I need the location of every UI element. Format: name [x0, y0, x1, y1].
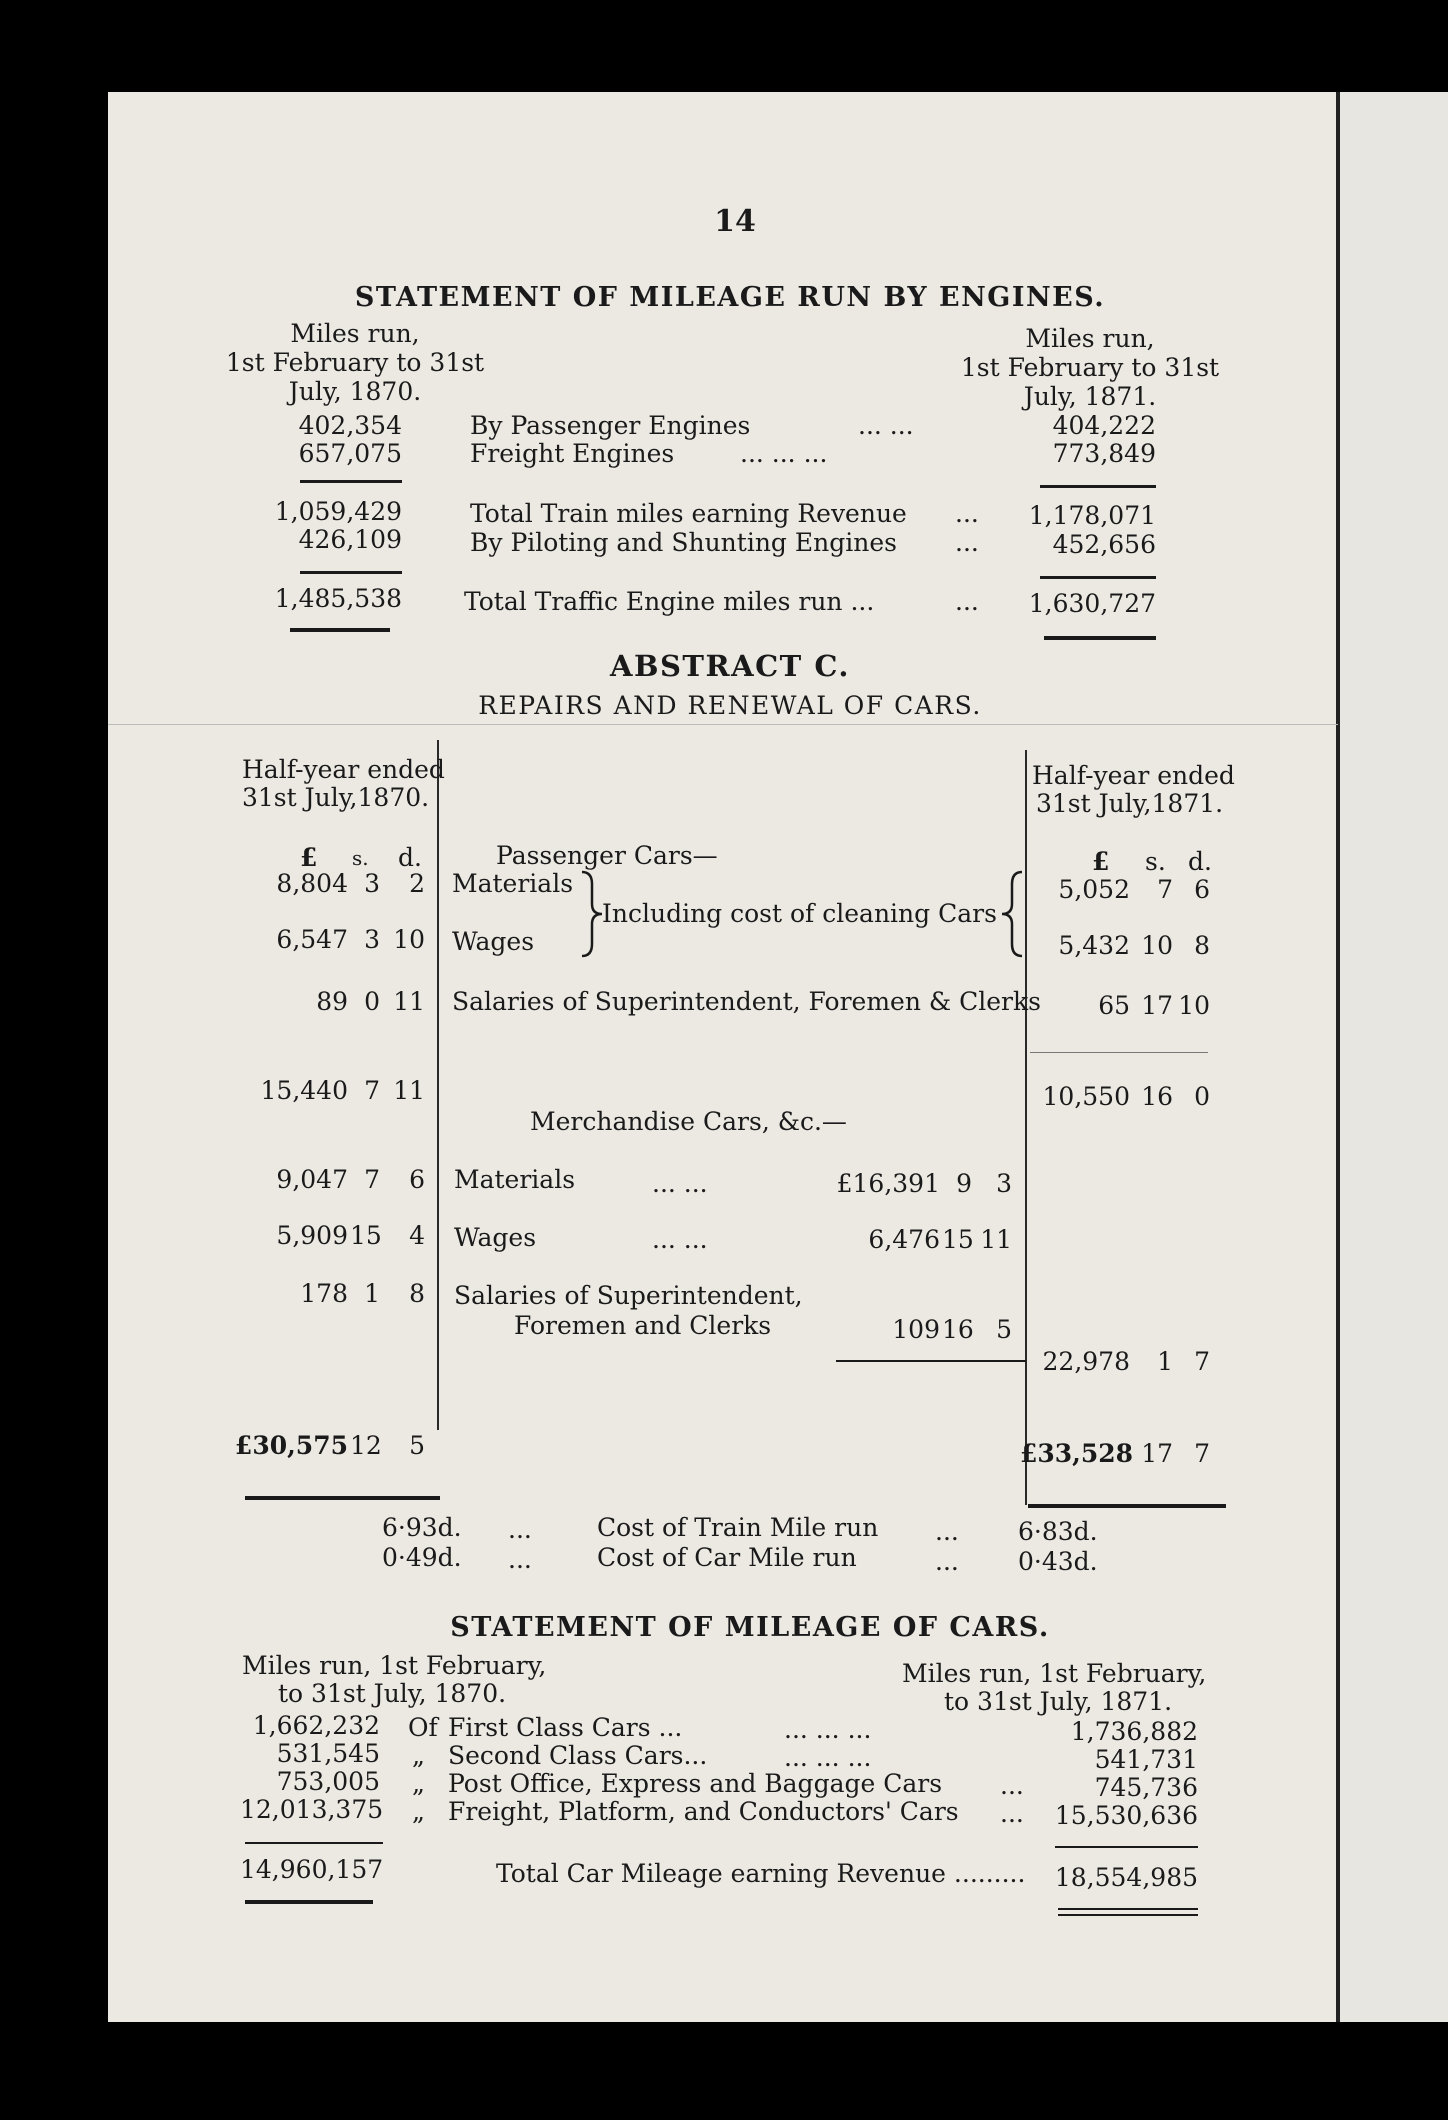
left-shillings: 15 [350, 1221, 382, 1250]
mid-shillings: 9 [956, 1169, 972, 1198]
right-pounds: 65 [1098, 991, 1130, 1020]
mid-shillings: 16 [942, 1315, 974, 1344]
merch-subtotal-rule [836, 1360, 1026, 1362]
salaries-label: Salaries of Superintendent, Foremen & Clerks [452, 987, 1041, 1016]
wages-label: Wages [452, 927, 535, 956]
engines-total-right: 1,630,727 [1028, 589, 1156, 618]
left-pence: 8 [409, 1279, 425, 1308]
merchandise-heading: Merchandise Cars, &c.— [530, 1107, 847, 1136]
abstract-left-header-2: 31st July,1870. [242, 783, 430, 812]
right-shillings: 7 [1157, 875, 1173, 904]
left-shillings: 0 [364, 987, 380, 1016]
merch-salaries-label-2: Foremen and Clerks [514, 1311, 772, 1340]
left-pounds: 15,440 [260, 1076, 348, 1105]
left-pence: 4 [409, 1221, 425, 1250]
right-pence: 8 [1194, 931, 1210, 960]
engines-total-label: Total Traffic Engine miles run ... [464, 587, 875, 616]
right-shillings: 17 [1141, 1439, 1173, 1468]
left-pence: 2 [409, 869, 425, 898]
subtotal-rule [1040, 485, 1156, 488]
left-shillings: 3 [364, 925, 380, 954]
engines-row-dots: ... [955, 528, 979, 557]
cars-row-dots: ... [1000, 1771, 1024, 1800]
right-pence: 10 [1178, 991, 1210, 1020]
merch-materials-label: Materials [454, 1165, 576, 1194]
engines-row-dots: ... ... ... [740, 439, 828, 468]
cost-left: 6·93d. [382, 1513, 462, 1542]
cars-row-label: Second Class Cars... [448, 1741, 708, 1770]
cars-total-right: 18,554,985 [1054, 1863, 1198, 1892]
engines-right-header-2: 1st February to 31st [960, 353, 1220, 382]
left-brace-icon [996, 870, 1026, 958]
left-pounds: £30,575 [234, 1431, 348, 1460]
column-rule-right [1025, 750, 1027, 1505]
including-note: Including cost of cleaning Cars [602, 899, 997, 928]
left-pounds: 178 [300, 1279, 348, 1308]
cars-row-dots: ... ... ... [784, 1743, 872, 1772]
engines-row-label: By Piloting and Shunting Engines [470, 528, 897, 557]
subtotal-rule [1040, 576, 1156, 579]
pounds-header: £ [300, 843, 318, 872]
shillings-header: s. [352, 846, 369, 870]
left-pence: 6 [409, 1165, 425, 1194]
right-pence: 0 [1194, 1082, 1210, 1111]
merch-wages-label: Wages [454, 1223, 537, 1252]
engines-row-dots: ... [955, 499, 979, 528]
cost-right: 6·83d. [1018, 1517, 1098, 1546]
mid-pence: 3 [996, 1169, 1012, 1198]
left-pounds: 89 [316, 987, 348, 1016]
subtotal-rule [300, 571, 402, 574]
cars-row-prefix: „ [412, 1769, 425, 1798]
cars-row-label: Freight, Platform, and Conductors' Cars [448, 1797, 959, 1826]
engines-row-dots: ... ... [858, 411, 914, 440]
adjacent-page [1340, 92, 1448, 2022]
total-rule [1058, 1908, 1198, 1910]
left-shillings: 12 [350, 1431, 382, 1460]
engines-title: STATEMENT OF MILEAGE RUN BY ENGINES. [354, 282, 1106, 313]
right-pence: 7 [1194, 1347, 1210, 1376]
shillings-header: s. [1145, 847, 1166, 876]
abstract-right-header-1: Half-year ended [1032, 761, 1235, 790]
right-shillings: 17 [1141, 991, 1173, 1020]
cars-row-prefix: „ [412, 1797, 425, 1826]
engines-row-label: Total Train miles earning Revenue [470, 499, 907, 528]
right-pence: 7 [1194, 1439, 1210, 1468]
pence-header: d. [1188, 847, 1212, 876]
left-pence: 10 [393, 925, 425, 954]
cars-right-value: 1,736,882 [1070, 1717, 1198, 1746]
total-rule [1058, 1914, 1198, 1916]
cars-left-value: 1,662,232 [252, 1711, 380, 1740]
cars-row-label: First Class Cars ... [448, 1713, 683, 1742]
cars-row-label: Post Office, Express and Baggage Cars [448, 1769, 943, 1798]
engines-right-value: 404,222 [1052, 411, 1156, 440]
left-pounds: 5,909 [276, 1221, 348, 1250]
engines-right-value: 773,849 [1052, 439, 1156, 468]
engines-right-value: 452,656 [1052, 530, 1156, 559]
subtotal-rule [300, 480, 402, 483]
total-rule [245, 1900, 373, 1904]
cost-left: 0·49d. [382, 1543, 462, 1572]
cars-title: STATEMENT OF MILEAGE OF CARS. [450, 1612, 1050, 1643]
right-shillings: 16 [1141, 1082, 1173, 1111]
engines-left-value: 402,354 [298, 411, 402, 440]
left-pence: 11 [393, 1076, 425, 1105]
divider-line [108, 724, 1338, 725]
left-shillings: 7 [364, 1076, 380, 1105]
engines-left-header-1: Miles run, [290, 319, 420, 348]
engines-right-value: 1,178,071 [1028, 501, 1156, 530]
cost-label: Cost of Car Mile run [597, 1543, 857, 1572]
cars-row-prefix: Of [408, 1713, 438, 1742]
cars-total-left: 14,960,157 [240, 1855, 384, 1884]
cars-left-value: 531,545 [276, 1739, 380, 1768]
left-pence: 5 [409, 1431, 425, 1460]
cars-row-dots: ... ... ... [784, 1715, 872, 1744]
engines-row-label: By Passenger Engines [470, 411, 751, 440]
passenger-heading: Passenger Cars— [496, 841, 718, 870]
cars-row-dots: ... [1000, 1799, 1024, 1828]
engines-right-header-1: Miles run, [1025, 324, 1155, 353]
engines-left-value: 426,109 [298, 525, 402, 554]
left-shillings: 1 [364, 1279, 380, 1308]
grand-total-rule [245, 1496, 440, 1500]
mid-pence: 11 [980, 1225, 1012, 1254]
column-rule-left [437, 740, 439, 1430]
left-pounds: 8,804 [276, 869, 348, 898]
total-rule [1044, 636, 1156, 640]
engines-right-header-3: July, 1871. [1023, 382, 1157, 411]
cost-dots-2: ... [935, 1547, 959, 1576]
cars-total-label: Total Car Mileage earning Revenue ......... [496, 1859, 1026, 1888]
cars-right-value: 745,736 [1094, 1773, 1198, 1802]
engines-row-label: Freight Engines [470, 439, 675, 468]
right-pounds: 22,978 [1042, 1347, 1130, 1376]
right-pence: 6 [1194, 875, 1210, 904]
engines-left-value: 657,075 [298, 439, 402, 468]
cars-right-value: 15,530,636 [1054, 1801, 1198, 1830]
cost-right: 0·43d. [1018, 1547, 1098, 1576]
faint-rule [1030, 1052, 1208, 1053]
row-dots: ... ... [652, 1225, 708, 1254]
cars-left-value: 12,013,375 [240, 1795, 384, 1824]
cars-right-header-2: to 31st July, 1871. [944, 1687, 1173, 1716]
cars-right-value: 541,731 [1094, 1745, 1198, 1774]
cars-row-prefix: „ [412, 1741, 425, 1770]
cost-dots: ... [508, 1545, 532, 1574]
page-number: 14 [714, 204, 756, 239]
right-shillings: 1 [1157, 1347, 1173, 1376]
subtotal-rule [1055, 1846, 1198, 1848]
engines-left-value: 1,059,429 [274, 497, 402, 526]
cars-left-value: 753,005 [276, 1767, 380, 1796]
mid-pounds: £16,391 [836, 1169, 940, 1198]
engines-left-header-3: July, 1870. [288, 377, 422, 406]
abstract-subtitle: REPAIRS AND RENEWAL OF CARS. [478, 691, 982, 720]
right-pounds: 10,550 [1042, 1082, 1130, 1111]
materials-label: Materials [452, 869, 574, 898]
mid-shillings: 15 [942, 1225, 974, 1254]
engines-total-left: 1,485,538 [274, 584, 402, 613]
left-shillings: 7 [364, 1165, 380, 1194]
pounds-header: £ [1092, 847, 1110, 876]
merch-salaries-label-1: Salaries of Superintendent, [454, 1281, 803, 1310]
pence-header: d. [398, 843, 422, 872]
cost-dots-2: ... [935, 1517, 959, 1546]
total-rule [290, 628, 390, 632]
cost-label: Cost of Train Mile run [597, 1513, 879, 1542]
row-dots: ... ... [652, 1169, 708, 1198]
mid-pence: 5 [996, 1315, 1012, 1344]
right-pounds: 5,052 [1058, 875, 1130, 904]
cars-left-header-2: to 31st July, 1870. [278, 1679, 507, 1708]
cars-right-header-1: Miles run, 1st February, [902, 1659, 1207, 1688]
cost-dots: ... [508, 1515, 532, 1544]
engines-left-header-2: 1st February to 31st [225, 348, 485, 377]
left-pounds: 9,047 [276, 1165, 348, 1194]
left-pounds: 6,547 [276, 925, 348, 954]
mid-pounds: 6,476 [868, 1225, 940, 1254]
right-shillings: 10 [1141, 931, 1173, 960]
cars-left-header-1: Miles run, 1st February, [242, 1651, 547, 1680]
engines-total-dots: ... [955, 587, 979, 616]
left-pence: 11 [393, 987, 425, 1016]
right-pounds: 5,432 [1058, 931, 1130, 960]
grand-total-rule [1028, 1504, 1226, 1508]
right-pounds: £33,528 [1020, 1439, 1134, 1468]
left-shillings: 3 [364, 869, 380, 898]
mid-pounds: 109 [892, 1315, 940, 1344]
abstract-title: ABSTRACT C. [609, 649, 851, 683]
subtotal-rule [245, 1842, 383, 1844]
abstract-right-header-2: 31st July,1871. [1036, 789, 1224, 818]
abstract-left-header-1: Half-year ended [242, 755, 445, 784]
